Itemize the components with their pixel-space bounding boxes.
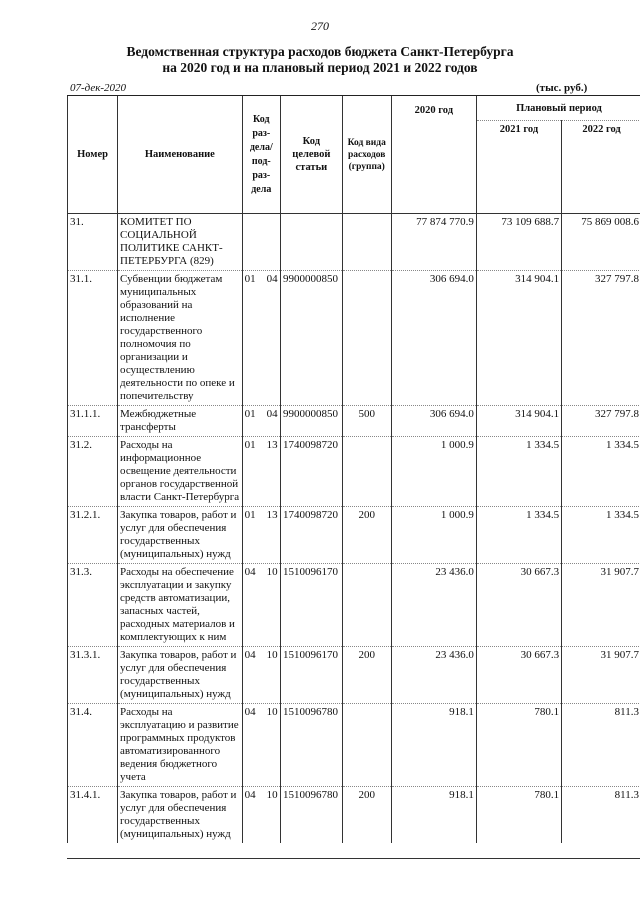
row-group-code: 200 [342, 507, 391, 564]
header-2022: 2022 год [562, 121, 640, 214]
row-amount-2020: 1 000.9 [391, 437, 476, 507]
document-date: 07-дек-2020 [70, 82, 127, 94]
row-section-code: 04 [244, 706, 256, 718]
row-amount-2022: 327 797.8 [562, 271, 640, 406]
header-section: Код раз- дела/ под- раз- дела [242, 96, 280, 214]
row-target-code: 1510096170 [280, 647, 342, 704]
row-amount-2020: 918.1 [391, 787, 476, 844]
row-number: 31.3.1. [68, 647, 118, 704]
header-name: Наименование [118, 96, 243, 214]
row-amount-2022: 1 334.5 [562, 437, 640, 507]
row-group-code: 500 [342, 406, 391, 437]
row-subsection-code: 10 [266, 789, 278, 801]
row-name: Расходы на обеспечение эксплуатации и закупку средств автоматизации, запасных частей, расходных материалов и комплектующих к ним [118, 564, 243, 647]
row-group-code [342, 704, 391, 787]
header-group: Код вида расходов (группа) [342, 96, 391, 214]
row-target-code [280, 214, 342, 271]
row-subsection-code: 04 [266, 273, 278, 285]
table-row [68, 507, 640, 564]
row-number: 31. [68, 214, 118, 271]
row-section [242, 271, 280, 406]
row-amount-2021: 30 667.3 [476, 647, 561, 704]
row-amount-2020: 23 436.0 [391, 564, 476, 647]
row-amount-2020: 918.1 [391, 704, 476, 787]
row-subsection-code: 13 [266, 509, 278, 521]
row-section [242, 507, 280, 564]
row-subsection-code: 10 [266, 566, 278, 578]
row-amount-2020: 306 694.0 [391, 406, 476, 437]
row-subsection-code: 13 [266, 439, 278, 451]
row-amount-2022: 811.3 [562, 704, 640, 787]
row-amount-2021: 1 334.5 [476, 437, 561, 507]
row-section [242, 787, 280, 844]
row-name: Расходы на информационное освещение деятельности органов государственной власти Санкт-Петербурга [118, 437, 243, 507]
row-amount-2021: 314 904.1 [476, 271, 561, 406]
row-section-code: 01 [244, 439, 256, 451]
row-name: Закупка товаров, работ и услуг для обеспечения государственных (муниципальных) нужд [118, 787, 243, 844]
header-2020: 2020 год [391, 96, 476, 214]
title-line-2: на 2020 год и на плановый период 2021 и 2022 годов [162, 60, 478, 75]
header-number: Номер [68, 96, 118, 214]
row-target-code: 1510096780 [280, 704, 342, 787]
row-number: 31.1.1. [68, 406, 118, 437]
row-subsection-code: 10 [266, 649, 278, 661]
page-number: 270 [311, 19, 329, 33]
row-section [242, 647, 280, 704]
row-amount-2022: 75 869 008.6 [562, 214, 640, 271]
table-row [68, 214, 640, 271]
table-row [68, 647, 640, 704]
row-amount-2020: 77 874 770.9 [391, 214, 476, 271]
row-amount-2021: 780.1 [476, 704, 561, 787]
row-number: 31.2.1. [68, 507, 118, 564]
row-number: 31.4. [68, 704, 118, 787]
row-section [242, 564, 280, 647]
table-row [68, 704, 640, 787]
row-subsection-code: 04 [266, 408, 278, 420]
row-number: 31.3. [68, 564, 118, 647]
header-planned: Плановый период [476, 96, 640, 121]
table-row [68, 406, 640, 437]
row-name: Межбюджетные трансферты [118, 406, 243, 437]
row-target-code: 1510096170 [280, 564, 342, 647]
row-name: Закупка товаров, работ и услуг для обеспечения государственных (муниципальных) нужд [118, 507, 243, 564]
budget-table [67, 96, 640, 843]
row-target-code: 1740098720 [280, 507, 342, 564]
row-section-code: 01 [244, 408, 256, 420]
row-section-code: 01 [244, 273, 256, 285]
row-amount-2022: 1 334.5 [562, 507, 640, 564]
row-group-code [342, 214, 391, 271]
row-section [242, 704, 280, 787]
row-amount-2021: 73 109 688.7 [476, 214, 561, 271]
header-target: Код целевой статьи [280, 96, 342, 214]
row-amount-2022: 327 797.8 [562, 406, 640, 437]
row-amount-2021: 30 667.3 [476, 564, 561, 647]
row-name: КОМИТЕТ ПО СОЦИАЛЬНОЙ ПОЛИТИКЕ САНКТ-ПЕТЕРБУРГА (829) [118, 214, 243, 271]
row-section [242, 437, 280, 507]
row-subsection-code: 10 [266, 706, 278, 718]
row-number: 31.4.1. [68, 787, 118, 844]
row-target-code: 9900000850 [280, 406, 342, 437]
row-section-code: 04 [244, 566, 256, 578]
row-group-code [342, 437, 391, 507]
row-amount-2020: 306 694.0 [391, 271, 476, 406]
row-name: Расходы на эксплуатацию и развитие программных продуктов автоматизированного ведения бюджетного учета [118, 704, 243, 787]
row-amount-2022: 31 907.7 [562, 647, 640, 704]
table-row [68, 437, 640, 507]
row-target-code: 9900000850 [280, 271, 342, 406]
row-section-code: 04 [244, 649, 256, 661]
row-section-code: 01 [244, 509, 256, 521]
row-group-code: 200 [342, 647, 391, 704]
row-group-code [342, 271, 391, 406]
row-number: 31.2. [68, 437, 118, 507]
table-row [68, 271, 640, 406]
row-amount-2021: 780.1 [476, 787, 561, 844]
row-amount-2020: 1 000.9 [391, 507, 476, 564]
row-group-code [342, 564, 391, 647]
row-name: Закупка товаров, работ и услуг для обеспечения государственных (муниципальных) нужд [118, 647, 243, 704]
document-title [0, 44, 640, 76]
row-section [242, 406, 280, 437]
units-label: (тыс. руб.) [536, 82, 588, 94]
title-line-1: Ведомственная структура расходов бюджета Санкт-Петербурга [126, 44, 514, 59]
row-target-code: 1740098720 [280, 437, 342, 507]
header-2021: 2021 год [476, 121, 561, 214]
row-section [242, 214, 280, 271]
row-group-code: 200 [342, 787, 391, 844]
row-name: Субвенции бюджетам муниципальных образований на исполнение государственного полномочия по организации и осуществлению деятельности по опеке и попечительству [118, 271, 243, 406]
table-row [68, 564, 640, 647]
row-amount-2021: 1 334.5 [476, 507, 561, 564]
row-number: 31.1. [68, 271, 118, 406]
row-amount-2022: 31 907.7 [562, 564, 640, 647]
bottom-rule [67, 858, 640, 859]
table-row [68, 787, 640, 844]
row-amount-2021: 314 904.1 [476, 406, 561, 437]
row-section-code: 04 [244, 789, 256, 801]
row-amount-2022: 811.3 [562, 787, 640, 844]
row-target-code: 1510096780 [280, 787, 342, 844]
row-amount-2020: 23 436.0 [391, 647, 476, 704]
